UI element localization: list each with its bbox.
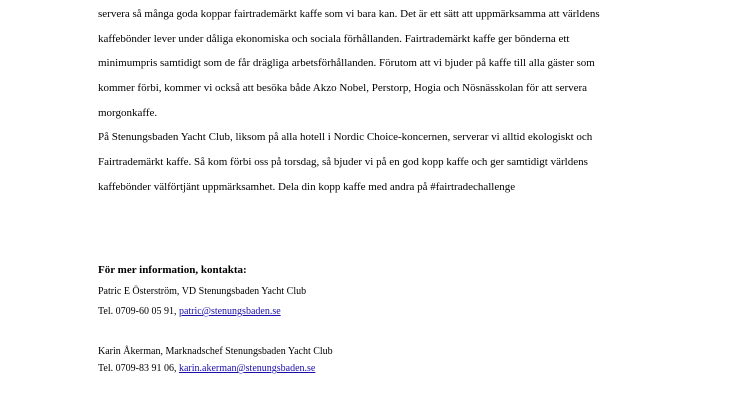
body-line-4: kommer förbi, kommer vi också att besöka både Akzo Nobel, Perstorp, Hogia och Nösnässkolan för att servera <box>98 82 588 94</box>
body-line-6: På Stenungsbaden Yacht Club, liksom på alla hotell i Nordic Choice-koncernen, serverar vi alltid ekologiskt och <box>98 131 593 143</box>
body-line-2: kaffebönder lever under dåliga ekonomiska och sociala förhållanden. Fairtrademärkt kaffe ger bönderna ett <box>98 33 570 45</box>
body-line-7: Fairtrademärkt kaffe. Så kom förbi oss på torsdag, så bjuder vi på en god kopp kaffe och ger samtidigt världens <box>98 156 588 168</box>
contact-2-email-link[interactable]: karin.akerman@stenungsbaden.se <box>178 363 316 374</box>
contact-1-tel: Tel. 0709-60 05 91, <box>98 306 179 317</box>
contact-2-phone-line <box>98 362 315 376</box>
contact-2-tel: Tel. 0709-83 91 06, <box>98 363 179 374</box>
body-line-1: servera så många goda koppar fairtrademärkt kaffe som vi bara kan. Det är ett sätt att uppmärksamma att världens <box>98 8 600 20</box>
contact-heading: För mer information, kontakta: <box>98 264 247 276</box>
contact-1-phone-line <box>98 305 281 319</box>
contact-2-name: Karin Åkerman, Marknadschef Stenungsbaden Yacht Club <box>98 346 333 357</box>
contact-1-email-link[interactable]: patric@stenungsbaden.se <box>178 306 281 317</box>
body-line-5: morgonkaffe. <box>98 107 158 119</box>
contact-1-name: Patric E Österström, VD Stenungsbaden Yacht Club <box>98 286 307 297</box>
body-line-8: kaffebönder välförtjänt uppmärksamhet. Dela din kopp kaffe med andra på #fairtradechallenge <box>98 181 516 193</box>
body-line-3: minimumpris samtidigt som de får drägliga arbetsförhållanden. Förutom att vi bjuder på kaffe till alla gäster som <box>98 57 595 69</box>
